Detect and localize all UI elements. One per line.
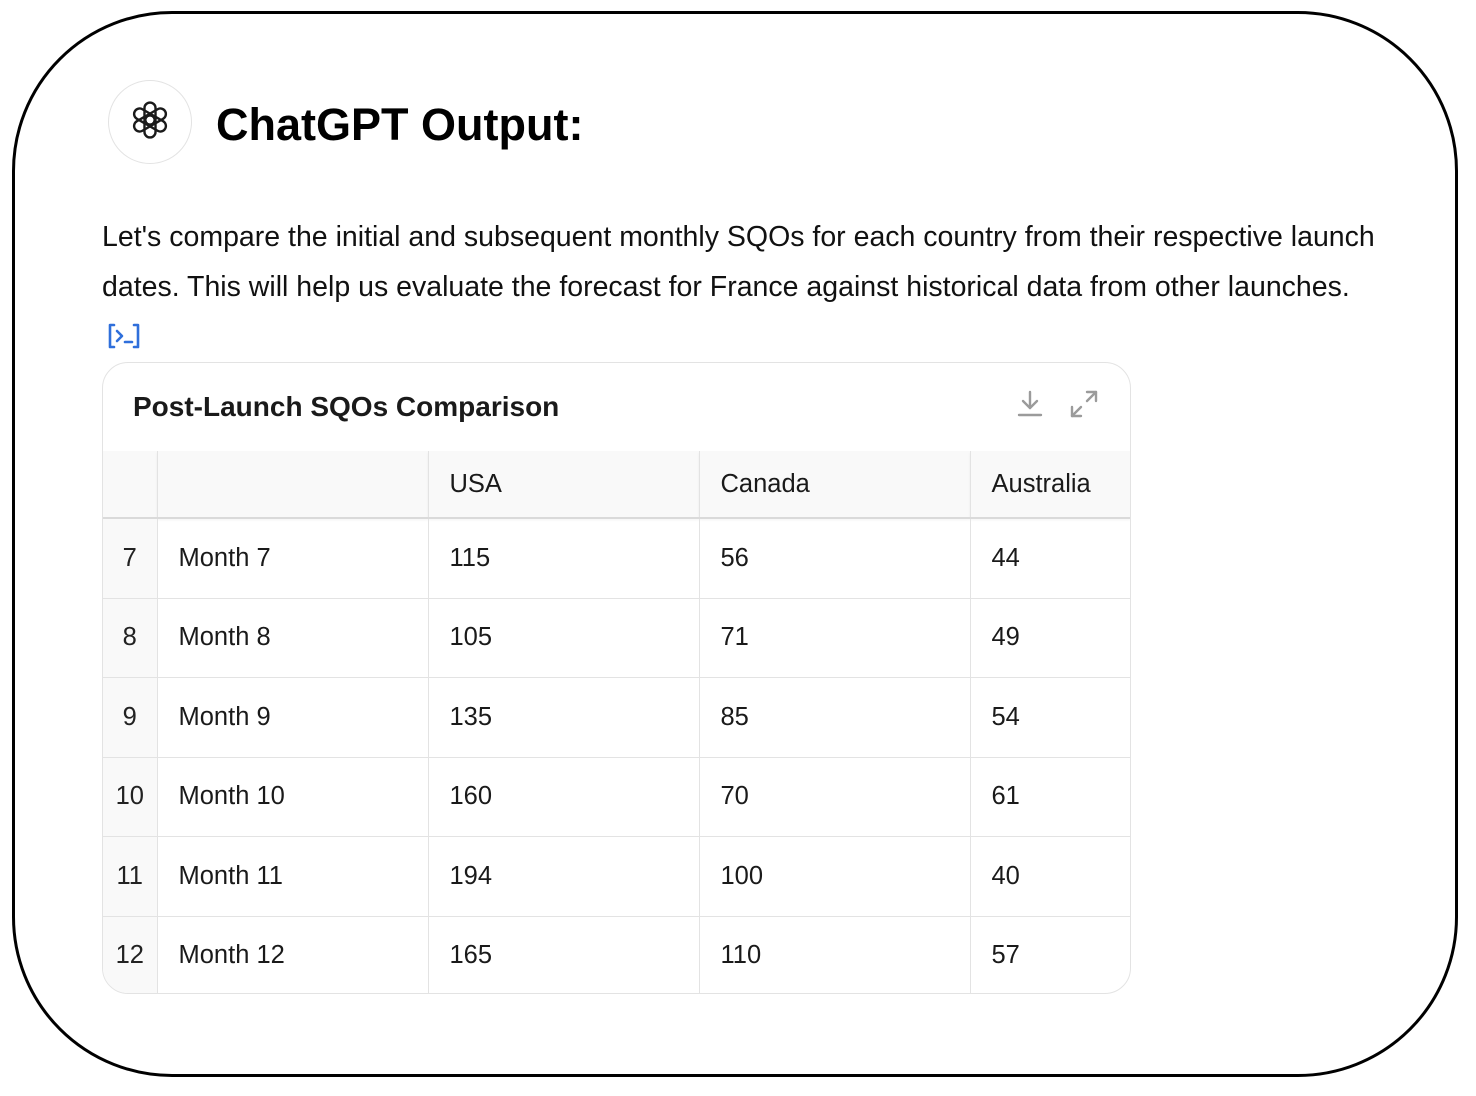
table-header-row: [103, 451, 1131, 518]
canada-cell: 56: [699, 518, 970, 598]
canada-cell: 70: [699, 757, 970, 837]
month-cell: Month 8: [157, 598, 428, 678]
row-index-cell: 12: [103, 916, 157, 994]
expand-icon: [1069, 389, 1099, 424]
row-index-cell: 7: [103, 518, 157, 598]
code-interpreter-icon[interactable]: [106, 316, 142, 366]
month-cell: Month 9: [157, 678, 428, 758]
australia-cell: 40: [970, 837, 1131, 917]
column-header-australia[interactable]: Australia: [970, 451, 1131, 518]
table-row: [103, 678, 1131, 758]
table-row: [103, 916, 1131, 994]
row-index-cell: 8: [103, 598, 157, 678]
usa-cell: 115: [428, 518, 699, 598]
month-cell: Month 11: [157, 837, 428, 917]
row-index-cell: 10: [103, 757, 157, 837]
month-cell: Month 7: [157, 518, 428, 598]
canada-cell: 100: [699, 837, 970, 917]
table-row: [103, 757, 1131, 837]
row-index-cell: 9: [103, 678, 157, 758]
canada-cell: 110: [699, 916, 970, 994]
australia-cell: 49: [970, 598, 1131, 678]
table-row: [103, 518, 1131, 598]
table-title: Post-Launch SQOs Comparison: [133, 391, 560, 422]
usa-cell: 160: [428, 757, 699, 837]
australia-cell: 61: [970, 757, 1131, 837]
avatar: [108, 80, 192, 164]
data-table-card: [102, 362, 1131, 994]
month-cell: Month 10: [157, 757, 428, 837]
column-header-canada[interactable]: Canada: [699, 451, 970, 518]
australia-cell: 54: [970, 678, 1131, 758]
message-text: Let's compare the initial and subsequent monthly SQOs for each country from their respective launch dates. This will help us evaluate the forecast for France against historical data from other launches.: [102, 221, 1375, 303]
usa-cell: 135: [428, 678, 699, 758]
canada-cell: 71: [699, 598, 970, 678]
column-header-label[interactable]: [157, 451, 428, 518]
openai-logo-icon: [127, 97, 173, 148]
usa-cell: 194: [428, 837, 699, 917]
canada-cell: 85: [699, 678, 970, 758]
download-icon: [1016, 389, 1044, 424]
usa-cell: 105: [428, 598, 699, 678]
table-row: [103, 837, 1131, 917]
table-card-header: [103, 363, 1130, 452]
column-header-usa[interactable]: USA: [428, 451, 699, 518]
page-title: ChatGPT Output:: [216, 99, 584, 150]
row-index-cell: 11: [103, 837, 157, 917]
column-header-index[interactable]: [103, 451, 157, 518]
download-button[interactable]: [1013, 389, 1047, 423]
expand-button[interactable]: [1067, 389, 1101, 423]
australia-cell: 57: [991, 941, 1020, 970]
data-table: [103, 451, 1131, 994]
usa-cell: 165: [428, 916, 699, 994]
assistant-message: [102, 212, 1382, 366]
month-cell: Month 12: [157, 916, 428, 994]
australia-cell: 44: [970, 518, 1131, 598]
table-row: [103, 598, 1131, 678]
